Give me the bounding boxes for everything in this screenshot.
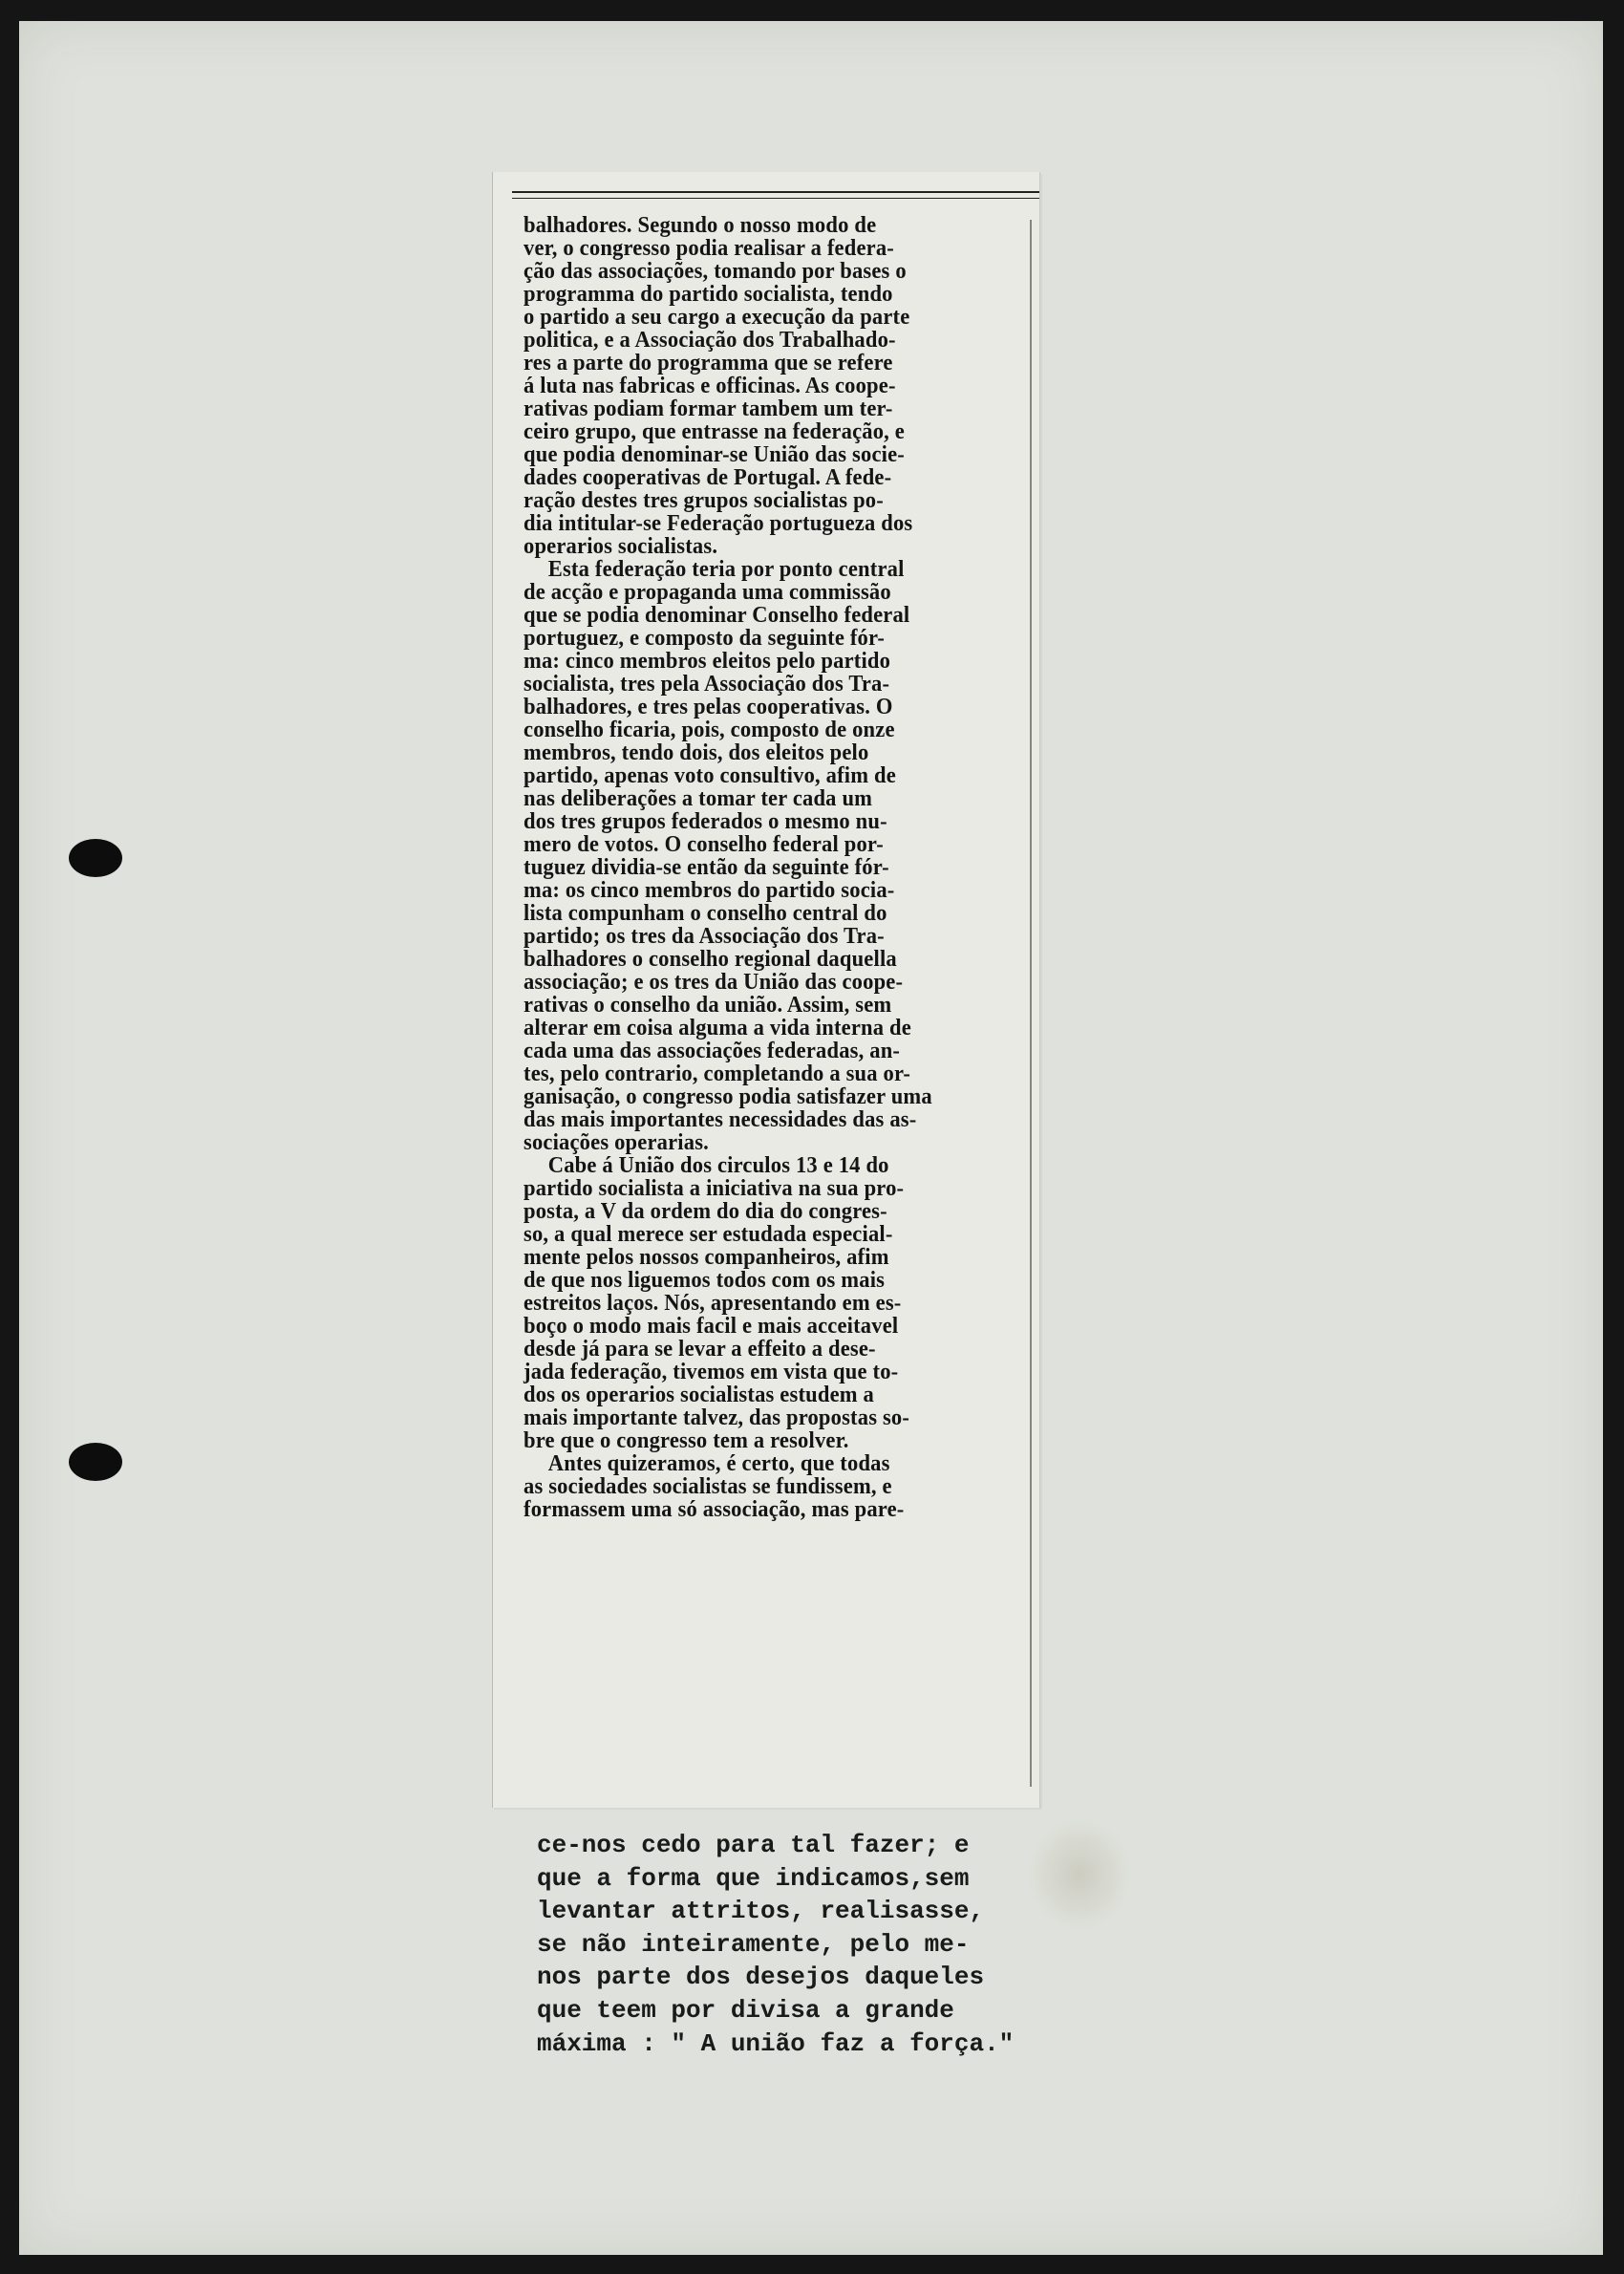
clipping-line: mais importante talvez, das propostas so- (524, 1405, 910, 1430)
clipping-line: as sociedades socialistas se fundissem, e (524, 1473, 892, 1499)
clipping-line: dos tres grupos federados o mesmo nu- (524, 808, 887, 834)
clipping-line: ma: os cinco membros do partido socia- (524, 877, 895, 903)
clipping-line: socialista, tres pela Associação dos Tra- (524, 671, 890, 697)
clipping-column-rule (1030, 220, 1032, 1787)
clipping-line: Antes quizeramos, é certo, que todas (547, 1450, 890, 1476)
clipping-line: ração destes tres grupos socialistas po- (524, 487, 884, 513)
clipping-line: ganisação, o congresso podia satisfazer uma (524, 1083, 932, 1109)
clipping-line: dia intitular-se Federação portugueza dos (524, 510, 913, 536)
clipping-line: so, a qual merece ser estudada especial- (524, 1221, 893, 1247)
clipping-line: membros, tendo dois, dos eleitos pelo (524, 740, 869, 765)
clipping-top-rule-thin (512, 198, 1039, 199)
clipping-line: estreitos laços. Nós, apresentando em es- (524, 1290, 902, 1316)
clipping-line: conselho ficaria, pois, composto de onze (524, 717, 895, 742)
clipping-line: ção das associações, tomando por bases o (524, 258, 907, 284)
clipping-line: balhadores o conselho regional daquella (524, 946, 897, 972)
typed-line: nos parte dos desejos daqueles (537, 1963, 985, 1992)
clipping-line: cada uma das associações federadas, an- (524, 1038, 901, 1063)
clipping-line: lista compunham o conselho central do (524, 900, 887, 926)
clipping-line: sociações operarias. (524, 1129, 709, 1155)
clipping-line: programma do partido socialista, tendo (524, 281, 893, 307)
punch-hole-top (69, 839, 122, 877)
typed-line: ce-nos cedo para tal fazer; e (537, 1831, 970, 1859)
clipping-line: tes, pelo contrario, completando a sua or- (524, 1061, 911, 1086)
clipping-line: de que nos liguemos todos com os mais (524, 1267, 886, 1293)
clipping-line: balhadores, e tres pelas cooperativas. O (524, 694, 893, 719)
typed-line: que a forma que indicamos,sem (537, 1863, 970, 1893)
clipping-line: o partido a seu cargo a execução da parte (524, 304, 910, 330)
clipping-line: partido; os tres da Associação dos Tra- (524, 923, 885, 949)
clipping-line: politica, e a Associação dos Trabalhado- (524, 327, 896, 353)
clipping-line: balhadores. Segundo o nosso modo de (524, 212, 877, 238)
punch-hole-bottom (69, 1443, 122, 1481)
clipping-line: dades cooperativas de Portugal. A fede- (524, 464, 892, 490)
clipping-line: ceiro grupo, que entrasse na federação, e (524, 418, 906, 444)
typed-line: levantar attritos, realisasse, (537, 1897, 985, 1926)
clipping-line: nas deliberações a tomar ter cada um (524, 785, 873, 811)
clipping-line: partido socialista a iniciativa na sua pro- (524, 1175, 905, 1201)
clipping-line: res a parte do programma que se refere (524, 350, 893, 375)
clipping-line: que podia denominar-se União das socie- (524, 441, 905, 467)
clipping-line: Esta federação teria por ponto central (547, 556, 905, 582)
clipping-line: ma: cinco membros eleitos pelo partido (524, 648, 891, 674)
clipping-line: tuguez dividia-se então da seguinte fór- (524, 854, 889, 880)
clipping-line: Cabe á União dos circulos 13 e 14 do (547, 1152, 889, 1178)
clipping-line: associação; e os tres da União das coope- (524, 969, 904, 995)
clipping-line: desde já para se levar a effeito a dese- (524, 1336, 876, 1362)
clipping-line: rativas o conselho da união. Assim, sem (524, 992, 892, 1018)
typed-line: máxima : " A união faz a força." (537, 2028, 1015, 2058)
typewritten-continuation (537, 1829, 1129, 2060)
clipping-line: das mais importantes necessidades das as- (524, 1106, 917, 1132)
clipping-line: formassem uma só associação, mas pare- (524, 1496, 905, 1522)
newspaper-clipping (492, 172, 1040, 1808)
typed-line: que teem por divisa a grande (537, 1995, 954, 2025)
clipping-line: posta, a V da ordem do dia do congres- (524, 1198, 887, 1224)
typed-line: se não inteiramente, pelo me- (537, 1929, 970, 1959)
clipping-line: que se podia denominar Conselho federal (524, 602, 910, 628)
clipping-line: alterar em coisa alguma a vida interna de (524, 1015, 911, 1040)
clipping-line: á luta nas fabricas e officinas. As coope- (524, 373, 896, 398)
clipping-line: mero de votos. O conselho federal por- (524, 831, 884, 857)
clipping-line: dos os operarios socialistas estudem a (524, 1382, 875, 1407)
clipping-line: de acção e propaganda uma commissão (524, 579, 891, 605)
clipping-text (524, 214, 970, 1521)
clipping-line: operarios socialistas. (524, 533, 718, 559)
clipping-line: partido, apenas voto consultivo, afim de (524, 762, 896, 788)
clipping-top-rule (512, 191, 1039, 193)
clipping-line: mente pelos nossos companheiros, afim (524, 1244, 889, 1270)
clipping-line: ver, o congresso podia realisar a federa- (524, 235, 894, 261)
clipping-line: boço o modo mais facil e mais acceitavel (524, 1313, 899, 1339)
clipping-line: rativas podiam formar tambem um ter- (524, 396, 893, 421)
clipping-line: jada federação, tivemos em vista que to- (524, 1359, 899, 1384)
clipping-line: bre que o congresso tem a resolver. (524, 1427, 849, 1453)
clipping-line: portuguez, e composto da seguinte fór- (524, 625, 886, 651)
